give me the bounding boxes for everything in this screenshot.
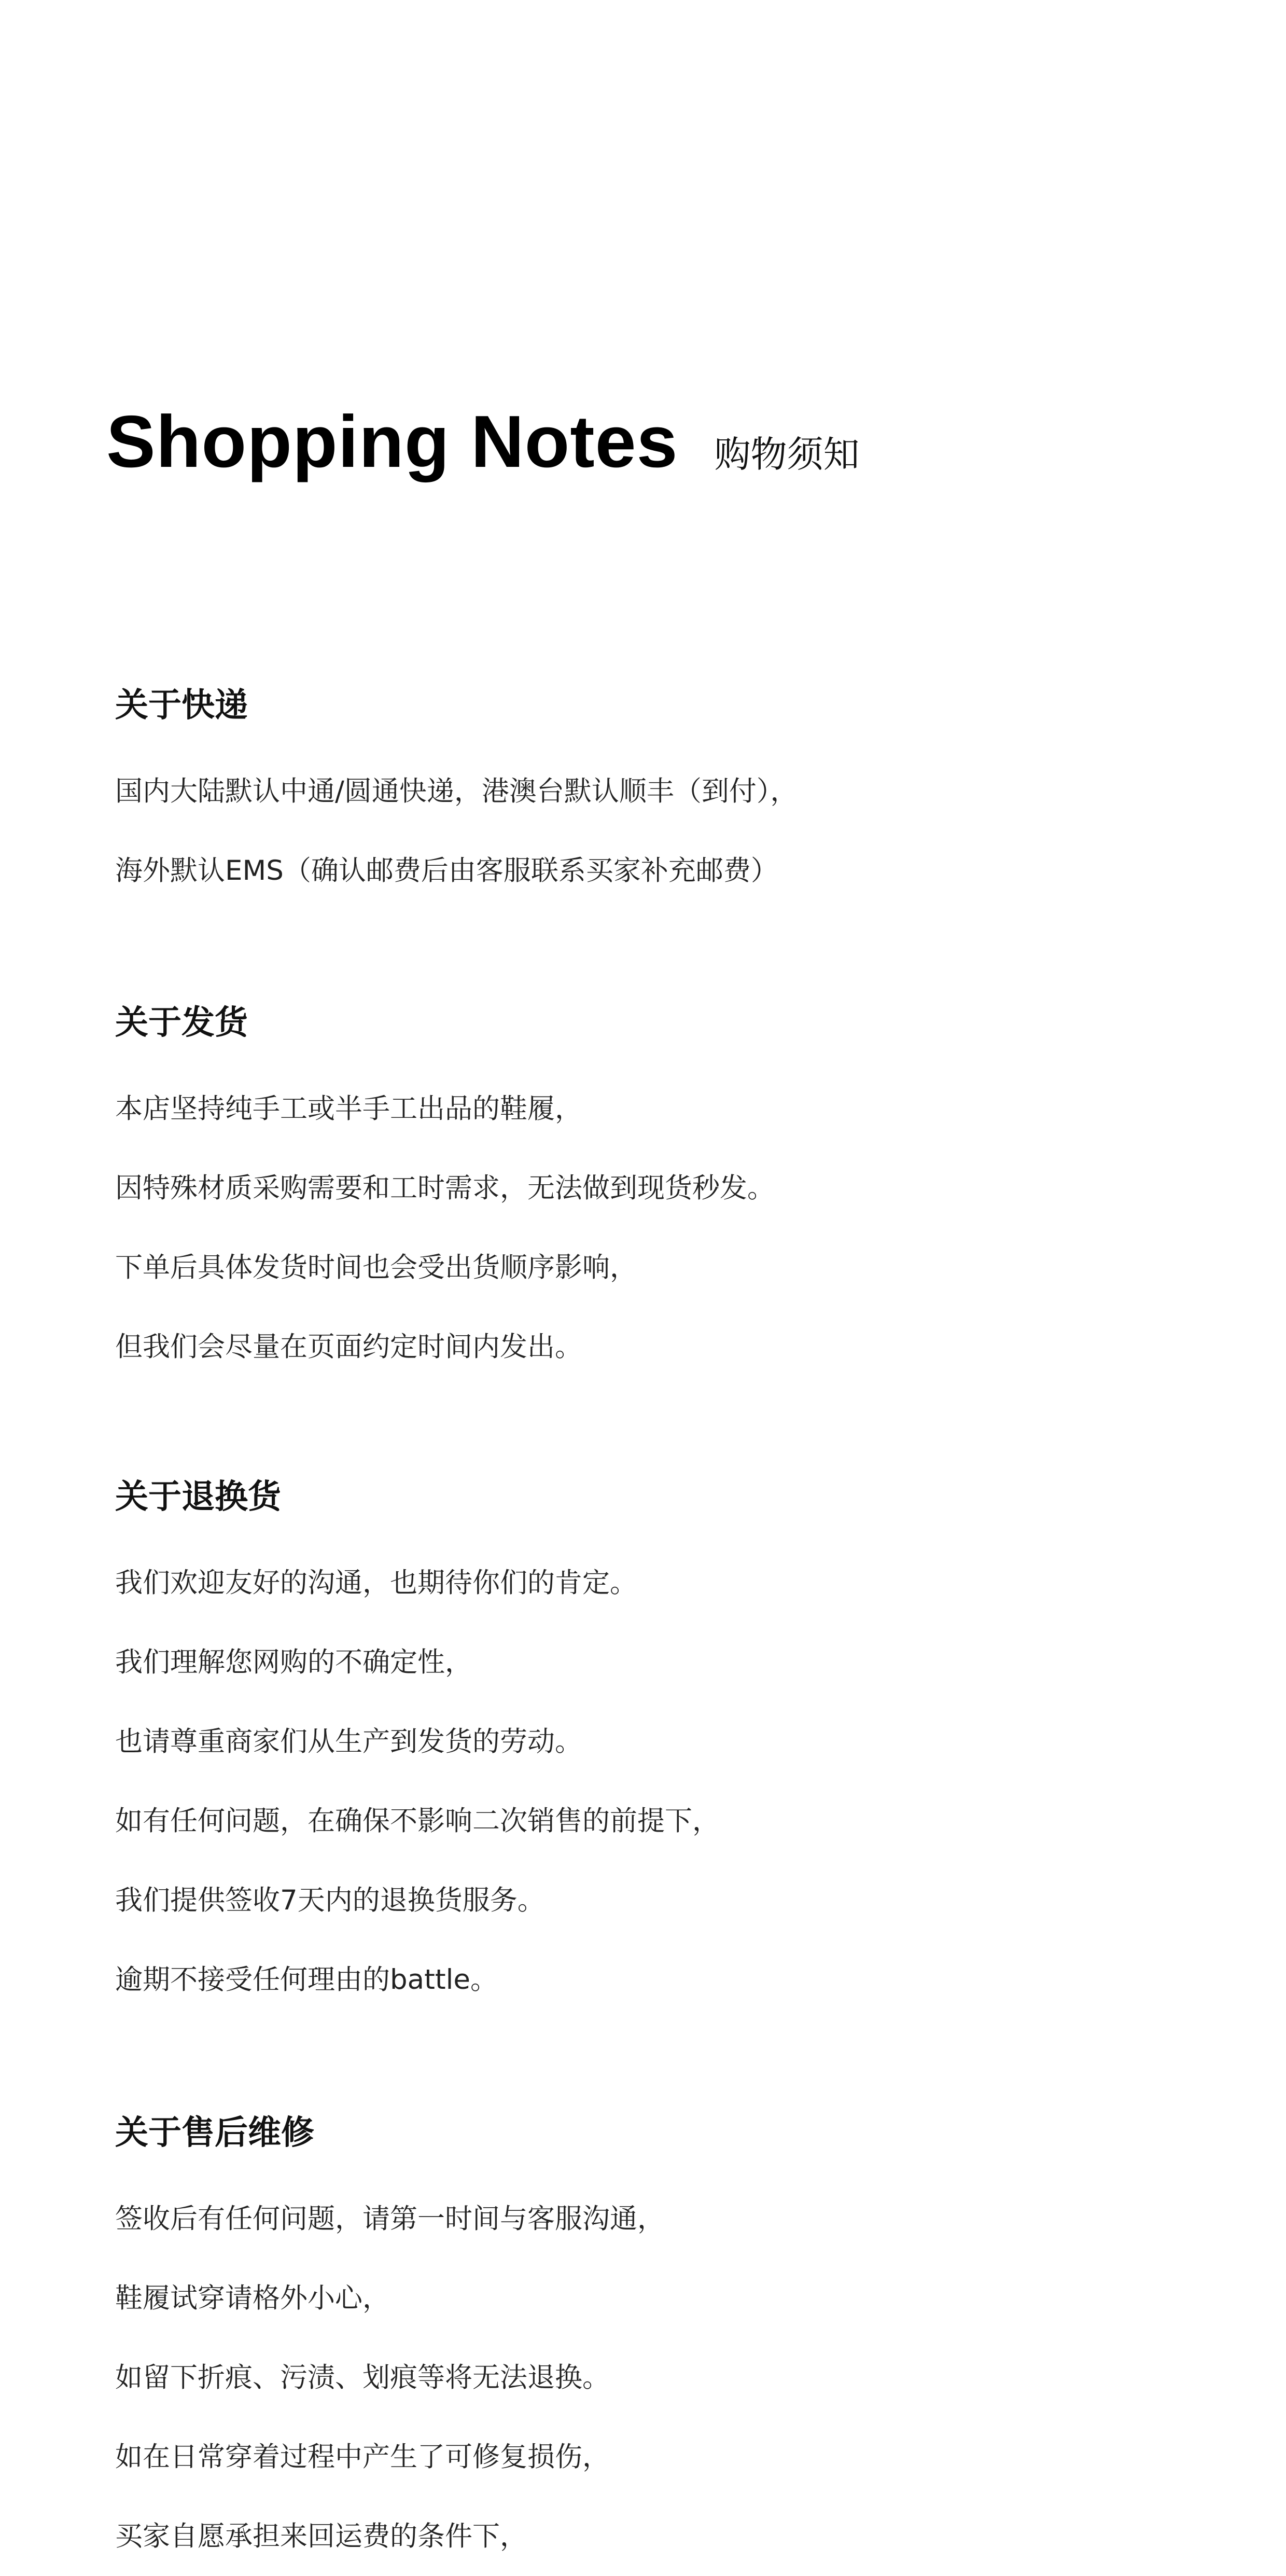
section-heading: 关于退换货	[115, 1478, 281, 1516]
body-line: 如留下折痕、污渍、划痕等将无法退换。	[115, 2362, 610, 2393]
section-heading: 关于快递	[115, 686, 248, 725]
body-line: 也请尊重商家们从生产到发货的劳动。	[115, 1726, 582, 1757]
body-line: 本店坚持纯手工或半手工出品的鞋履，	[115, 1093, 582, 1125]
section-body	[115, 752, 1204, 910]
page-title-cn: 购物须知	[714, 433, 860, 476]
section-express	[115, 674, 1204, 910]
page-header	[106, 399, 860, 484]
page-title-en: Shopping Notes	[106, 400, 678, 483]
body-line: 我们欢迎友好的沟通，也期待你们的肯定。	[115, 1567, 637, 1599]
section-heading: 关于售后维修	[115, 2114, 314, 2152]
body-line: 买家自愿承担来回运费的条件下，	[115, 2520, 527, 2552]
section-returns	[115, 1466, 1204, 2019]
body-line: 海外默认EMS（确认邮费后由客服联系买家补充邮费）	[115, 855, 778, 887]
section-heading: 关于发货	[115, 1004, 248, 1042]
body-line: 但我们会尽量在页面约定时间内发出。	[115, 1331, 582, 1363]
section-body	[115, 2179, 1204, 2576]
body-line: 国内大陆默认中通/圆通快递，港澳台默认顺丰（到付），	[115, 775, 798, 807]
body-line: 我们理解您网购的不确定性，	[115, 1646, 472, 1678]
section-body	[115, 1543, 1204, 2019]
body-line: 鞋履试穿请格外小心，	[115, 2282, 390, 2314]
body-line: 我们提供签收7天内的退换货服务。	[115, 1885, 545, 1916]
body-line: 逾期不接受任何理由的battle。	[115, 1964, 498, 1996]
section-shipping	[115, 992, 1204, 1387]
section-body	[115, 1069, 1204, 1387]
body-line: 因特殊材质采购需要和工时需求，无法做到现货秒发。	[115, 1172, 775, 1204]
body-line: 签收后有任何问题，请第一时间与客服沟通，	[115, 2203, 665, 2235]
body-line: 如在日常穿着过程中产生了可修复损伤，	[115, 2441, 610, 2473]
body-line: 下单后具体发货时间也会受出货顺序影响，	[115, 1252, 637, 1283]
body-line: 如有任何问题，在确保不影响二次销售的前提下，	[115, 1805, 720, 1837]
section-after-sales	[115, 2102, 1204, 2576]
